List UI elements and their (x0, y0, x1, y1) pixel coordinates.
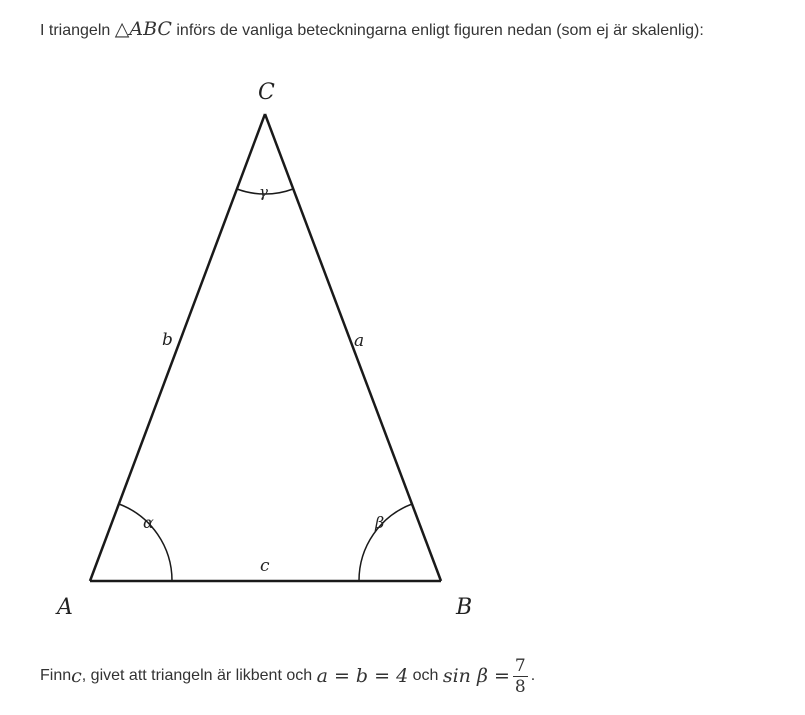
triangle-name: ABC (129, 18, 172, 40)
question-equation: a = b = 4 (316, 665, 409, 687)
question-text (40, 656, 535, 696)
fraction-denominator: 8 (514, 676, 526, 697)
angle-label-beta: β (375, 513, 385, 532)
question-fraction (513, 657, 528, 696)
side-label-a: a (354, 331, 365, 351)
angle-beta-arc (359, 504, 412, 581)
vertex-label-c: C (258, 80, 275, 105)
angle-label-gamma: γ (259, 183, 268, 201)
vertex-label-a: A (57, 595, 73, 620)
side-a-line (265, 114, 441, 581)
question-var-c: c (71, 665, 82, 687)
question-text-finn: Finn (40, 667, 72, 684)
fraction-numerator: 7 (514, 655, 526, 676)
intro-text-after: införs de vanliga beteckningarna enligt figuren nedan (som ej är skalenlig): (171, 22, 704, 39)
vertex-label-b: B (456, 595, 473, 620)
side-b-line (90, 114, 265, 581)
intro-text-before: I triangeln (40, 22, 115, 39)
question-text-mid: , givet att triangeln är likbent och (81, 667, 317, 684)
angle-label-alpha: α (143, 513, 154, 532)
question-text-end: . (530, 667, 536, 684)
side-label-b: b (162, 330, 173, 350)
side-label-c: c (260, 556, 270, 576)
triangle-symbol: △ (114, 18, 130, 40)
question-sin-expr: sin β = (442, 665, 510, 687)
question-text-och: och (408, 667, 443, 684)
